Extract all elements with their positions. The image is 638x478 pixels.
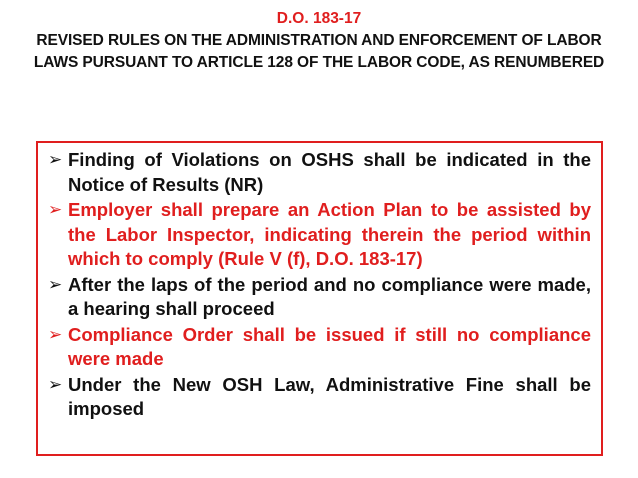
bullet-item-1	[48, 148, 591, 197]
bullet-box	[36, 141, 603, 456]
bullet-text: Compliance Order shall be issued if still no compliance were made	[68, 323, 591, 369]
bullet-text: Under the New OSH Law, Administrative Fine shall be imposed	[68, 373, 591, 419]
bullet-text: Finding of Violations on OSHS shall be indicated in the Notice of Results (NR)	[68, 149, 591, 195]
order-code: D.O. 183-17	[276, 10, 362, 27]
bullet-text: Employer shall prepare an Action Plan to be assisted by the Labor Inspector, indicating therein the period within which to comply (Rule V (f), D.O. 183-17)	[68, 199, 591, 269]
arrow-bullet-icon: ➢	[48, 324, 63, 344]
arrow-bullet-icon: ➢	[48, 374, 63, 394]
arrow-bullet-icon: ➢	[48, 150, 63, 169]
bullet-item-5	[48, 373, 591, 422]
slide-header	[20, 8, 618, 74]
bullet-list	[48, 148, 591, 422]
order-title: REVISED RULES ON THE ADMINISTRATION AND ENFORCEMENT OF LABOR LAWS PURSUANT TO ARTICLE 128 OF THE LABOR CODE, AS RENUMBERED	[33, 32, 605, 71]
bullet-item-3	[48, 273, 591, 322]
bullet-item-4	[48, 323, 591, 372]
bullet-item-2	[48, 198, 591, 272]
bullet-text: After the laps of the period and no compliance were made, a hearing shall proceed	[68, 273, 591, 319]
arrow-bullet-icon: ➢	[48, 274, 63, 294]
arrow-bullet-icon: ➢	[48, 200, 63, 219]
